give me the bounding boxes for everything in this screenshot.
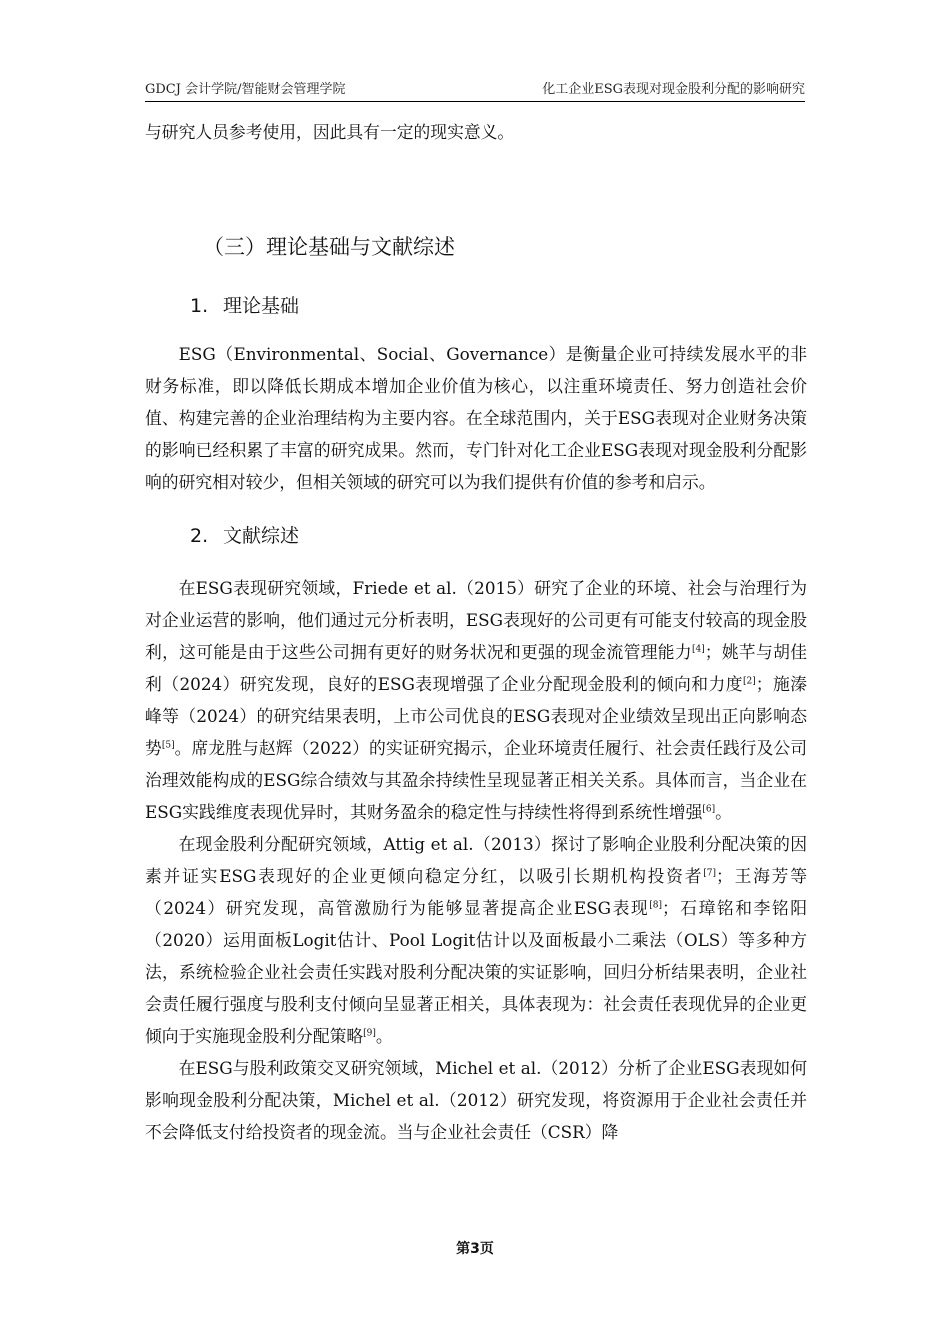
- text-run: 在ESG表现研究领域，Friede et al.（2015）研究了企业的环境、社会与治理行为对企业运营的影响，他们通过元分析表明，ESG表现好的公司更有可能支付较高的现金股利，这可能是由于这些公司拥有更好的财务状况和更强的现金流管理能力: [145, 578, 808, 662]
- review-paragraph-esg: [145, 572, 807, 828]
- citation-ref: [4]: [691, 644, 705, 655]
- header-paper-title: 化工企业ESG表现对现金股利分配的影响研究: [542, 82, 805, 97]
- citation-ref: [8]: [649, 900, 662, 911]
- text-run: 。: [715, 802, 732, 822]
- subsection-title: 文献综述: [223, 525, 300, 547]
- body-text: [145, 116, 807, 1148]
- theory-paragraph: ESG（Environmental、Social、Governance）是衡量企业可持续发展水平的非财务标准，即以降低长期成本增加企业价值为核心，以注重环境责任、努力创造社会价值、构建完善的企业治理结构为主要内容。在全球范围内，关于ESG表现对企业财务决策的影响已经积累了丰富的研究成果。然而，专门针对化工企业ESG表现对现金股利分配影响的研究相对较少，但相关领域的研究可以为我们提供有价值的参考和启示。: [145, 344, 807, 492]
- text-run: ；石璋铭和李铭阳（2020）运用面板Logit估计、Pool Logit估计以及面板最小二乘法（OLS）等多种方法，系统检验企业社会责任实践对股利分配决策的实证影响，回归分析结果表明，企业社会责任履行强度与股利支付倾向呈显著正相关，具体表现为：社会责任表现优异的企业更倾向于实施现金股利分配策略: [145, 898, 807, 1046]
- subsection-number: 2.: [190, 525, 209, 547]
- citation-ref: [5]: [161, 740, 175, 751]
- citation-ref: [9]: [363, 1028, 376, 1039]
- text-run: ；姚芊与胡佳利（2024）研究发现，良好的ESG表现增强了企业分配现金股利的倾向和力度: [145, 642, 807, 694]
- header-institution: GDCJ 会计学院/智能财会管理学院: [145, 82, 346, 97]
- page-number: 第3页: [456, 1241, 494, 1257]
- running-header: [145, 78, 805, 100]
- intro-tail-paragraph: 与研究人员参考使用，因此具有一定的现实意义。: [145, 122, 515, 142]
- subsection-number: 1.: [190, 295, 209, 317]
- text-run: 。席龙胜与赵辉（2022）的实证研究揭示，企业环境责任履行、社会责任践行及公司治理效能构成的ESG综合绩效与其盈余持续性呈现显著正相关关系。具体而言，当企业在ESG实践维度表现优异时，其财务盈余的稳定性与持续性将得到系统性增强: [145, 738, 807, 822]
- section-heading: （三）理论基础与文献综述: [203, 235, 455, 259]
- subsection-title: 理论基础: [223, 295, 300, 317]
- header-rule: [145, 101, 805, 102]
- text-run: ；王海芳等（2024）研究发现，高管激励行为能够显著提高企业ESG表现: [145, 866, 807, 918]
- citation-ref: [2]: [742, 676, 756, 687]
- text-run: 。: [375, 1026, 393, 1046]
- subsection-heading-review: [145, 518, 807, 554]
- text-run: ；施溱峰等（2024）的研究结果表明，上市公司优良的ESG表现对企业绩效呈现出正向影响态势: [145, 674, 807, 758]
- citation-ref: [7]: [703, 868, 717, 879]
- review-paragraph-cross: 在ESG与股利政策交叉研究领域，Michel et al.（2012）分析了企业ESG表现如何影响现金股利分配决策，Michel et al.（2012）研究发现，将资源用于企业社会责任并不会降低支付给投资者的现金流。当与企业社会责任（CSR）降: [145, 1058, 807, 1142]
- subsection-heading-theory: [145, 288, 807, 324]
- citation-ref: [6]: [702, 804, 716, 815]
- review-paragraph-dividend: [145, 828, 807, 1052]
- text-run: 在现金股利分配研究领域，Attig et al.（2013）探讨了影响企业股利分配决策的因素并证实ESG表现好的企业更倾向稳定分红，以吸引长期机构投资者: [145, 834, 807, 886]
